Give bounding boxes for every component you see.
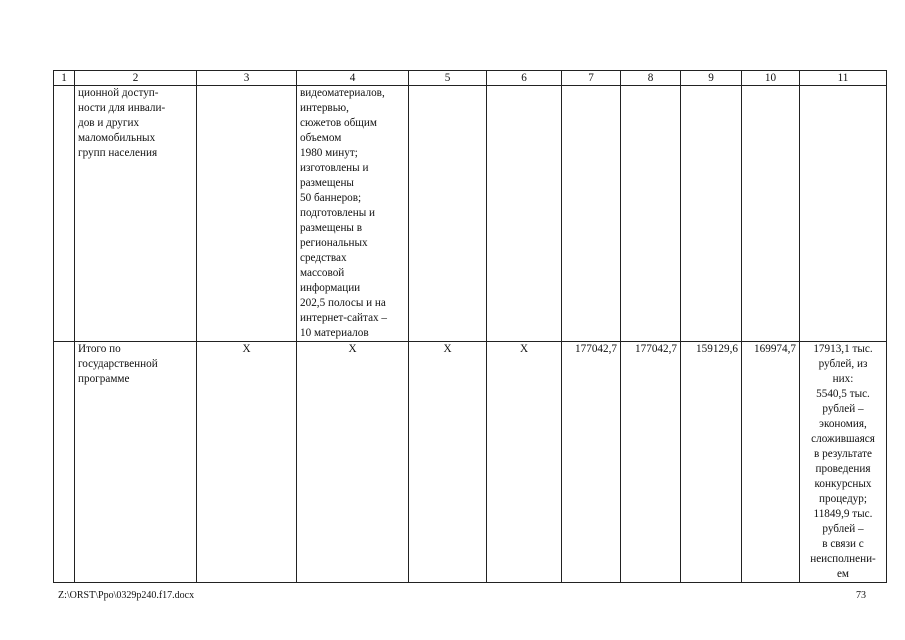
row1-results	[297, 86, 409, 342]
column-header-2: 2	[75, 71, 197, 86]
column-header-9: 9	[681, 71, 742, 86]
row2-value-8: 177042,7	[621, 342, 681, 583]
table-header-row	[54, 71, 887, 86]
row1-cell-7	[562, 86, 621, 342]
column-header-7: 7	[562, 71, 621, 86]
row2-cell-4: X	[297, 342, 409, 583]
row2-cell-5: X	[409, 342, 487, 583]
row2-cell-3: X	[197, 342, 297, 583]
row1-cell-11	[800, 86, 887, 342]
row1-cell-10	[742, 86, 800, 342]
column-header-3: 3	[197, 71, 297, 86]
table-row-total	[54, 342, 887, 583]
page-number: 73	[856, 590, 866, 601]
column-header-8: 8	[621, 71, 681, 86]
column-header-1: 1	[54, 71, 75, 86]
row1-cell-6	[487, 86, 562, 342]
row2-note	[800, 342, 887, 583]
row1-cell-1	[54, 86, 75, 342]
row2-total-label-text: Итого по государственной программе	[78, 343, 158, 385]
column-header-4: 4	[297, 71, 409, 86]
row2-value-9: 159129,6	[681, 342, 742, 583]
row1-activity-name	[75, 86, 197, 342]
table-row	[54, 86, 887, 342]
row1-cell-9	[681, 86, 742, 342]
column-header-5: 5	[409, 71, 487, 86]
column-header-10: 10	[742, 71, 800, 86]
main-table	[53, 70, 887, 583]
row2-cell-1	[54, 342, 75, 583]
row1-cell-3	[197, 86, 297, 342]
column-header-6: 6	[487, 71, 562, 86]
row2-value-7: 177042,7	[562, 342, 621, 583]
row2-value-10: 169974,7	[742, 342, 800, 583]
row1-cell-8	[621, 86, 681, 342]
row1-cell-5	[409, 86, 487, 342]
row2-total-label	[75, 342, 197, 583]
row2-cell-6: X	[487, 342, 562, 583]
row1-results-text: видеоматериалов, интервью, сюжетов общим объемом 1980 минут; изготовлены и размещены 50 баннеров; подготовлены и размещены в региональных средствах массовой информации 202,5 полосы и на интернет-сайтах – 10 материалов	[300, 87, 388, 339]
row1-activity-text: ционной доступ- ности для инвали- дов и других маломобильных групп населения	[78, 87, 166, 159]
footer-file-path: Z:\ORST\Ppo\0329p240.f17.docx	[58, 590, 195, 601]
column-header-11: 11	[800, 71, 887, 86]
row2-note-text: 17913,1 тыс. рублей, из них: 5540,5 тыс. рублей – экономия, сложившаяся в результате проведения конкурсных процедур; 11849,9 тыс. рублей – в связи с неисполнени- ем	[810, 343, 876, 580]
